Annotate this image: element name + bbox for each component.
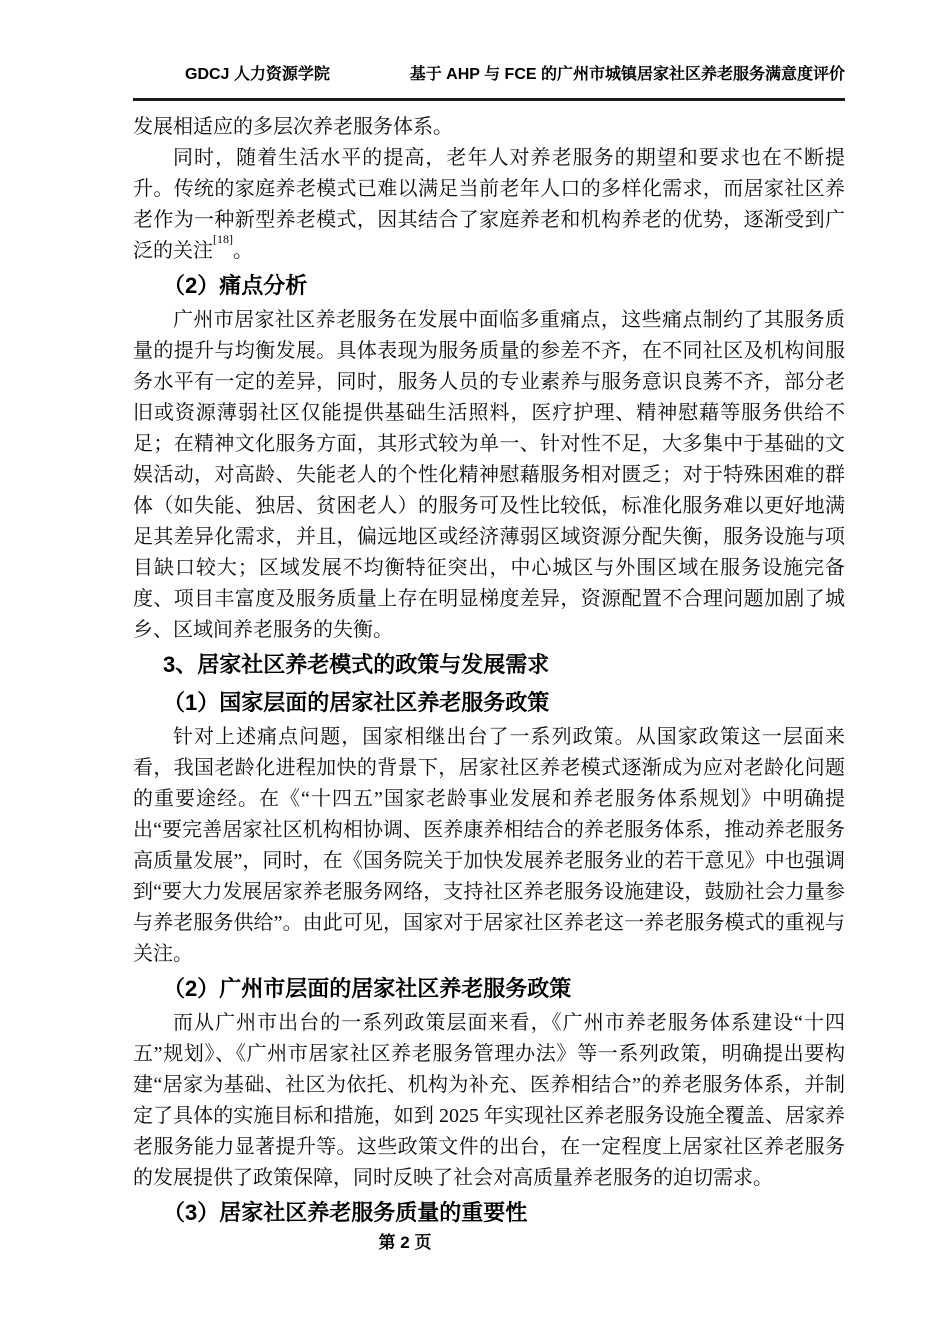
paragraph: 而从广州市出台的一系列政策层面来看，《广州市养老服务体系建设“十四五”规划》、《广州市居家社区养老服务管理办法》等一系列政策，明确提出要构建“居家为基础、社区为依托、机构为补充、医养相结合”的养老服务体系，并制定了具体的实施目标和措施，如到 2025 年实现社区养老服务设施全覆盖、居家养老服务能力显著提升等。这些政策文件的出台，在一定程度上居家社区养老服务的发展提供了政策保障，同时反映了社会对高质量养老服务的迫切需求。	[133, 1012, 845, 1189]
paragraph: 针对上述痛点问题，国家相继出台了一系列政策。从国家政策这一层面来看，我国老龄化进程加快的背景下，居家社区养老模式逐渐成为应对老龄化问题的重要途经。在《“十四五”国家老龄事业发展和养老服务体系规划》中明确提出“要完善居家社区机构相协调、医养康养相结合的养老服务体系，推动养老服务高质量发展”，同时，在《国务院关于加快发展养老服务业的若干意见》中也强调到“要大力发展居家养老服务网络，支持社区养老服务设施建设，鼓励社会力量参与养老服务供给”。由此可见，国家对于居家社区养老这一养老服务模式的重视与关注。	[133, 726, 845, 965]
paragraph-continuation: 发展相适应的多层次养老服务体系。	[133, 116, 453, 138]
paragraph: 广州市居家社区养老服务在发展中面临多重痛点，这些痛点制约了其服务质量的提升与均衡发展。具体表现为服务质量的参差不齐，在不同社区及机构间服务水平有一定的差异，同时，服务人员的专业素养与服务意识良莠不齐，部分老旧或资源薄弱社区仅能提供基础生活照料，医疗护理、精神慰藉等服务供给不足；在精神文化服务方面，其形式较为单一、针对性不足，大多集中于基础的文娱活动，对高龄、失能老人的个性化精神慰藉服务相对匮乏；对于特殊困难的群体（如失能、独居、贫困老人）的服务可及性比较低，标准化服务难以更好地满足其差异化需求，并且，偏远地区或经济薄弱区域资源分配失衡，服务设施与项目缺口较大；区域发展不均衡特征突出，中心城区与外围区域在服务设施完备度、项目丰富度及服务质量上存在明显梯度差异，资源配置不合理问题加剧了城乡、区域间养老服务的失衡。	[133, 309, 845, 641]
page-header	[133, 64, 845, 86]
header-running-title: 基于 AHP 与 FCE 的广州市城镇居家社区养老服务满意度评价	[409, 66, 845, 83]
heading-national-level-policy: （1）国家层面的居家社区养老服务政策	[163, 690, 550, 715]
heading-pain-point-analysis: （2）痛点分析	[163, 273, 308, 298]
heading-guangzhou-level-policy: （2）广州市层面的居家社区养老服务政策	[163, 976, 572, 1001]
paragraph	[133, 143, 845, 267]
header-rule	[133, 98, 845, 101]
page-number: 第 2 页	[378, 1233, 432, 1252]
citation-reference: [18]	[213, 231, 233, 246]
document-body	[133, 112, 845, 1232]
paragraph-tail: 。	[233, 240, 253, 262]
header-school-name: GDCJ 人力资源学院	[185, 66, 330, 83]
heading-policy-and-development-needs: 3、居家社区养老模式的政策与发展需求	[163, 652, 550, 677]
page-footer	[49, 1228, 761, 1253]
paragraph-text: 同时，随着生活水平的提高，老年人对养老服务的期望和要求也在不断提升。传统的家庭养老模式已难以满足当前老年人口的多样化需求，而居家社区养老作为一种新型养老模式，因其结合了家庭养老和机构养老的优势，逐渐受到广泛的关注	[133, 147, 845, 262]
heading-service-quality-importance: （3）居家社区养老服务质量的重要性	[163, 1200, 528, 1225]
